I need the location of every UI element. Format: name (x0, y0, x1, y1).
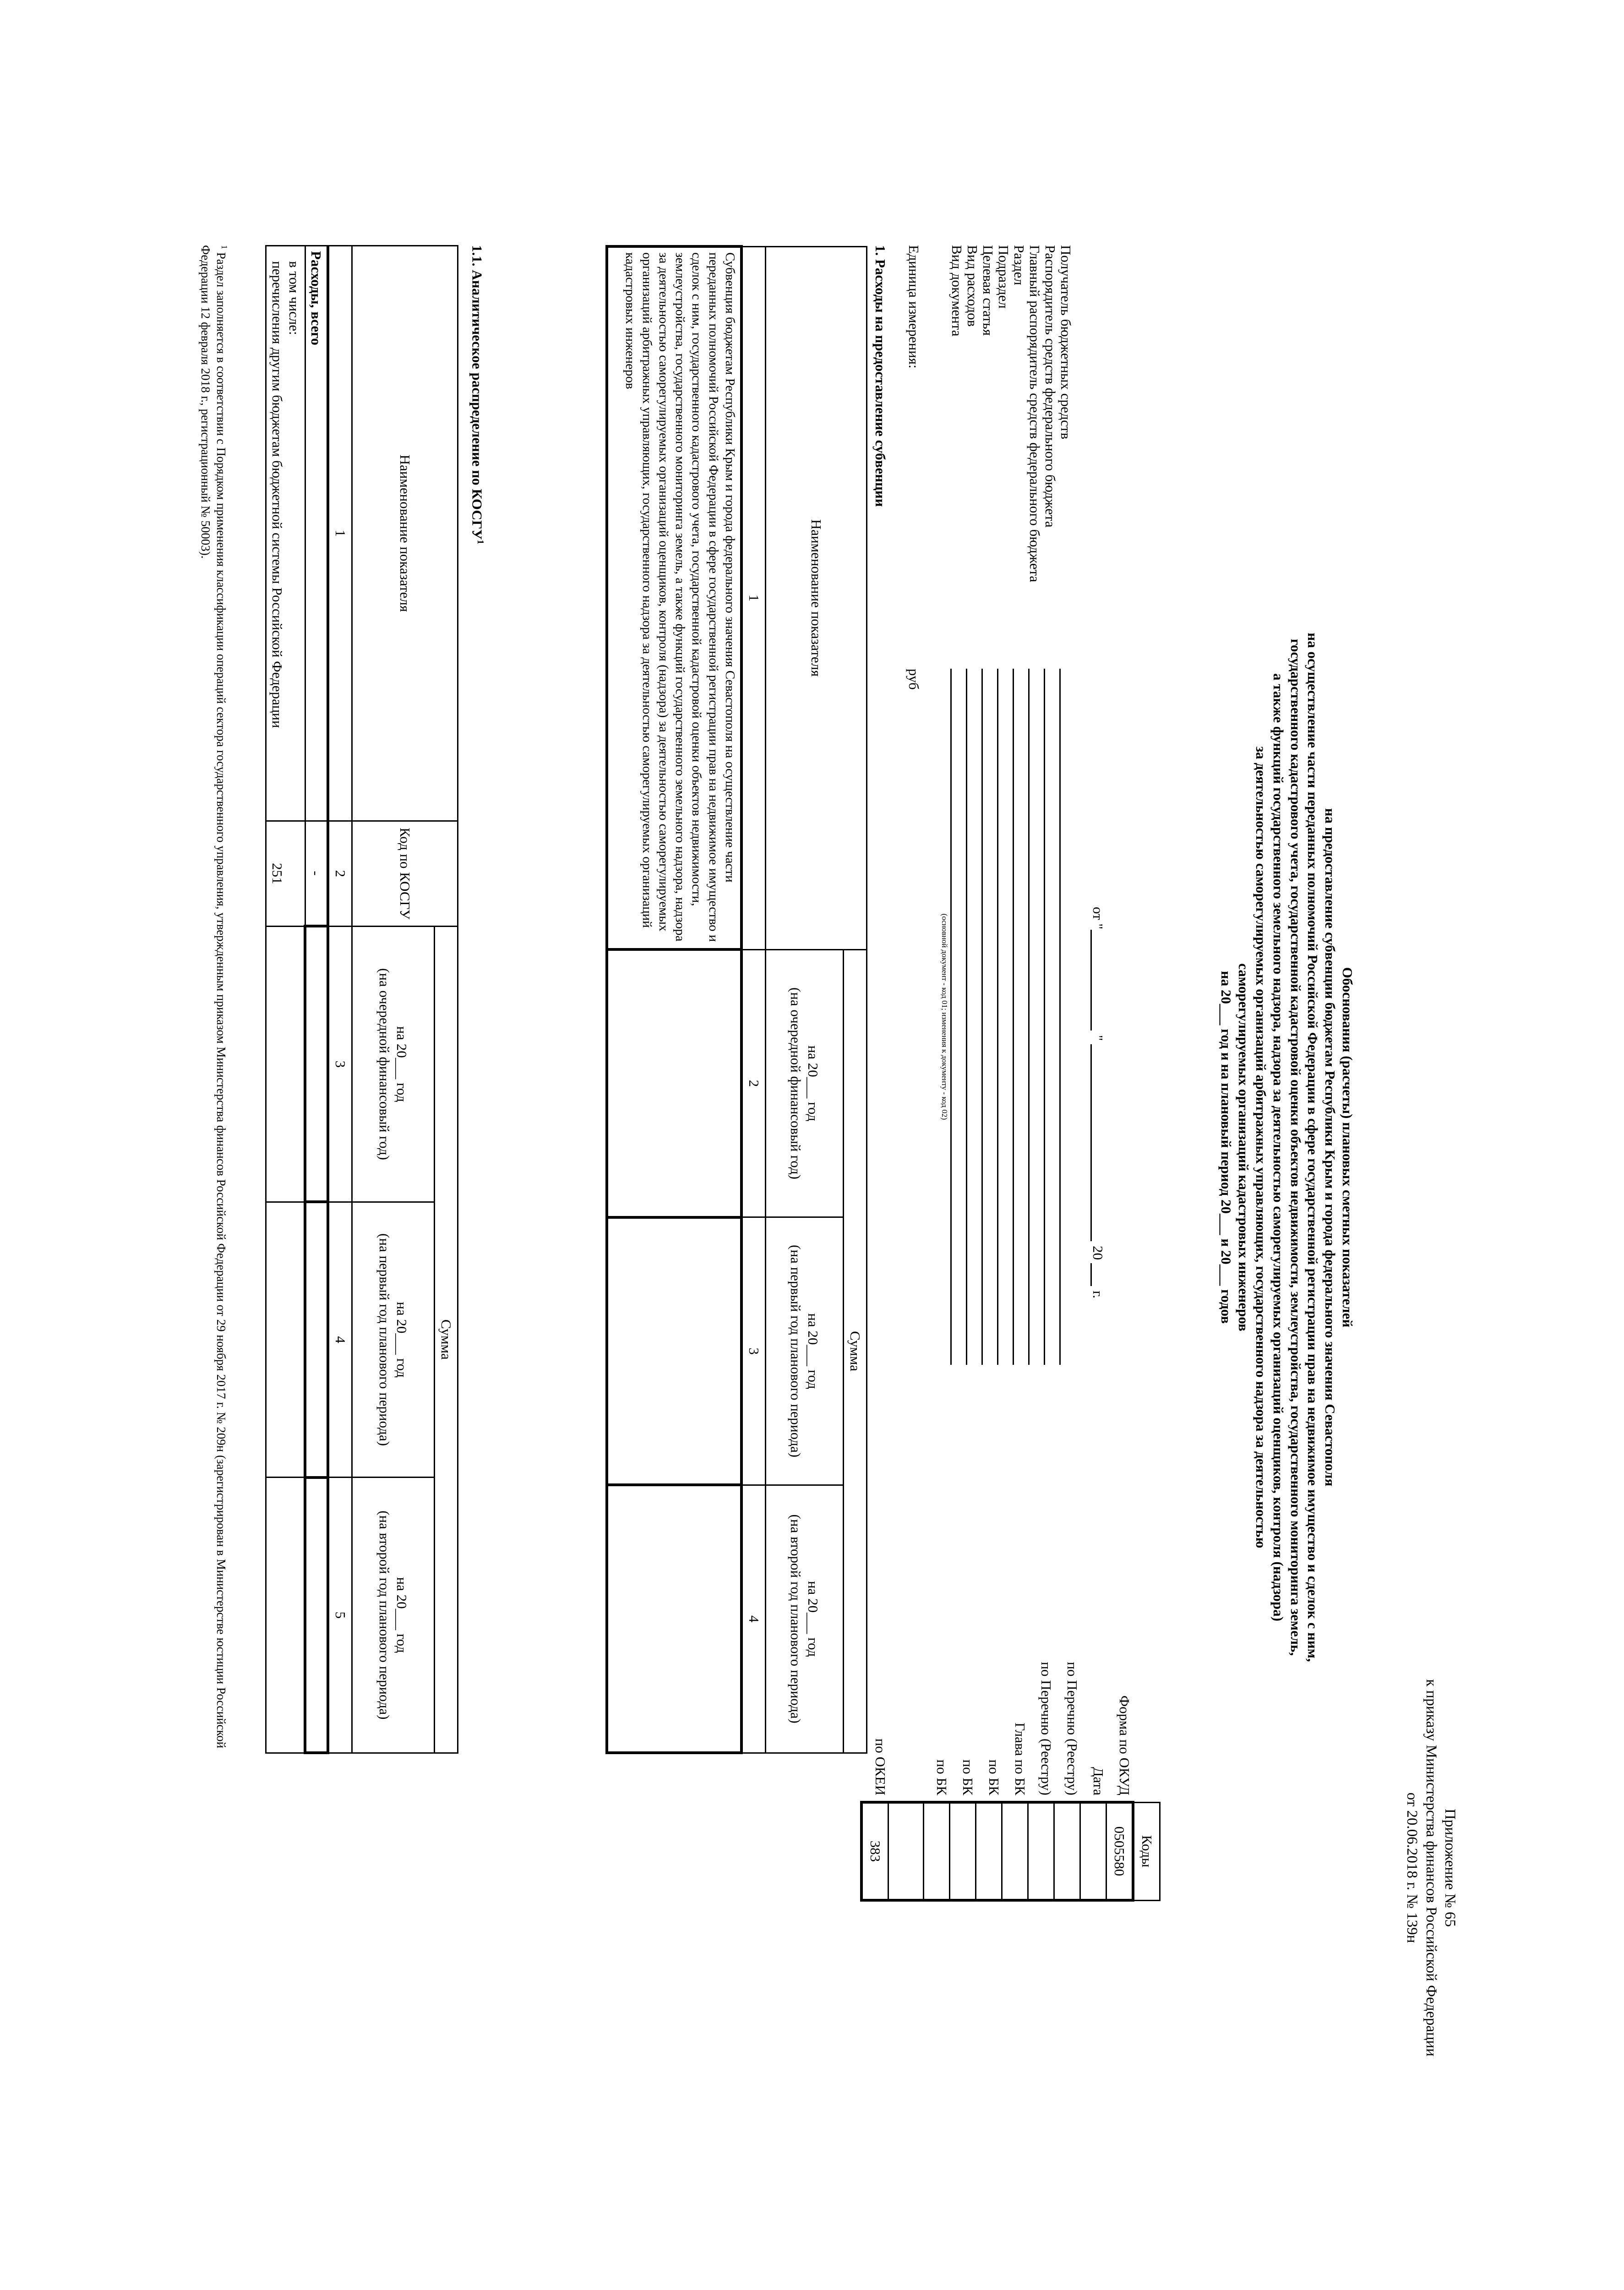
title-line-1: Обоснования (расчеты) плановых сметных показателей (1340, 967, 1356, 1328)
code-chapter-bk (1002, 1802, 1028, 1900)
date-month-blank (1090, 1044, 1106, 1241)
label-chief-manager: Главный распорядитель средств федерального бюджета (1027, 245, 1043, 583)
s1-col-year1-sub: (на очередной финансовый год) (788, 987, 804, 1179)
s11-num-4: 4 (328, 1202, 352, 1477)
code-bk-2 (950, 1802, 976, 1900)
s11-col-year1-title: на 20___ год (393, 1026, 410, 1102)
label-document-type: Вид документа (949, 245, 965, 337)
label-blank (889, 1557, 924, 1795)
code-okei: 383 (861, 1802, 888, 1900)
s11-col-name: Наименование показателя (352, 246, 458, 821)
s1-col-year1-title: на 20___ год (805, 1045, 821, 1122)
label-bk-2: по БК (960, 1759, 976, 1795)
label-registry-2: по Перечню (Реестру) (1038, 1662, 1054, 1795)
s1-col-sum: Сумма (844, 949, 867, 1753)
title-line-4: государственного кадастрового учета, государственной кадастровой оценки объектов недвижимости, землеустройства, государственного мониторинга земель, (1287, 638, 1304, 1656)
code-registry-2 (1028, 1802, 1054, 1900)
code-okud: 0505580 (1106, 1802, 1134, 1900)
s1-col-year3 (766, 1485, 844, 1753)
s11-total-code: - (305, 821, 328, 926)
document-title (1218, 0, 1357, 2290)
s11-total-year3[interactable] (305, 1478, 328, 1753)
label-registry-1: по Перечню (Реестру) (1064, 1662, 1080, 1795)
s11-total-year2[interactable] (305, 1202, 328, 1477)
s11-num-1: 1 (328, 246, 352, 821)
s11-num-5: 5 (328, 1478, 352, 1753)
code-registry-1 (1054, 1802, 1080, 1900)
label-bk-3: по БК (934, 1759, 950, 1795)
footnote (198, 245, 230, 1754)
codes-header: Коды (1133, 1802, 1160, 1900)
field-line-document-type[interactable] (950, 669, 965, 1365)
codes-table (860, 1801, 1161, 1902)
unit-value: руб (906, 669, 922, 690)
s1-col-year2-sub: (на первый год планового периода) (788, 1245, 804, 1458)
s1-num-4: 4 (741, 1485, 766, 1753)
s11-transfer-year3[interactable] (266, 1478, 305, 1753)
s1-col-year1 (766, 949, 844, 1217)
s1-num-1: 1 (741, 246, 766, 949)
s11-transfer-code: 251 (266, 821, 305, 926)
section11-table (265, 245, 458, 1754)
s11-col-year3-sub: (на второй год планового периода) (376, 1510, 393, 1720)
s11-num-2: 2 (328, 821, 352, 926)
field-line-target-article[interactable] (981, 669, 997, 1365)
s1-col-year2 (766, 1217, 844, 1485)
s11-transfer-label-cell (266, 246, 305, 821)
s11-col-year3-title: на 20___ год (393, 1577, 410, 1653)
section1-heading: 1. Расходы на предоставление субвенции (872, 245, 888, 507)
title-line-6: за деятельностью саморегулируемых организаций арбитражных управляющих, государственного надзора за деятельностью (1253, 746, 1269, 1548)
label-okei: по ОКЕИ (872, 1738, 888, 1795)
label-bk-1: по БК (986, 1759, 1002, 1795)
codes-labels (863, 1557, 1133, 1795)
s11-col-sum: Сумма (435, 926, 458, 1753)
field-line-chief-manager[interactable] (1028, 669, 1043, 1365)
section11-heading (469, 245, 486, 544)
s1-col-year3-sub: (на второй год планового периода) (788, 1514, 804, 1723)
document-type-note: (основной документ - код 01; изменения к документу - код 02) (940, 913, 949, 1120)
label-okud: Форма по ОКУД (1117, 1695, 1133, 1795)
s11-col-year2-title: на 20___ год (393, 1302, 410, 1378)
s11-including: в том числе: (286, 261, 302, 335)
s11-total-year1[interactable] (305, 926, 328, 1202)
s1-num-3: 3 (741, 1217, 766, 1485)
date-prefix: от " (1090, 907, 1106, 930)
field-line-manager[interactable] (1044, 669, 1059, 1365)
code-bk-1 (976, 1802, 1002, 1900)
s11-transfer-label: перечисления другим бюджетам бюджетной системы Российской Федерации (269, 261, 285, 728)
date-line (1088, 907, 1106, 1365)
s11-transfer-year1[interactable] (266, 926, 305, 1202)
s11-transfer-year2[interactable] (266, 1202, 305, 1477)
label-unit: Единица измерения: (906, 245, 922, 369)
field-line-expense-type[interactable] (966, 669, 981, 1365)
date-day-blank (1090, 930, 1106, 1030)
s1-num-2: 2 (741, 949, 766, 1217)
footnote-text: Раздел заполняется в соответствии с Порядком применения классификации операций сектора государственного управления, утвержденным приказом Министерства финансов Российской Федерации от 29 ноября 2017 г. № 209н (зарегистрирован в Министерстве юстиции Российской Федерации 12 февраля 2018 г., регистрационный № 50003). (199, 245, 228, 1749)
title-line-7: саморегулируемых организаций кадастровых инженеров (1236, 963, 1252, 1331)
appendix-line-1: Приложение № 65 (1442, 1809, 1458, 1927)
s11-total-label: Расходы, всего (305, 246, 328, 821)
footnote-mark: 1 (220, 245, 229, 249)
date-quote: " (1090, 1035, 1106, 1041)
label-target-article: Целевая статья (980, 245, 996, 336)
title-line-3: на осуществление части переданных полномочий Российской Федерации в сфере государственной регистрации прав на недвижимое имущество и сделок с ним, (1305, 632, 1321, 1662)
section11-footnote-mark: 1 (475, 540, 485, 545)
s11-num-3: 3 (328, 926, 352, 1202)
label-expense-type: Вид расходов (965, 245, 981, 327)
s1-col-year3-title: на 20___ год (805, 1581, 821, 1657)
date-year-blank (1090, 1263, 1106, 1286)
s1-row-text: Субвенция бюджетам Республики Крым и города федерального значения Севастополя на осуществление части переданных полномочий Российской Федерации в сфере государственной регистрации прав на недвижимое имущество и сделок с ним, государственного кадастрового учета, государственной кадастровой оценки объектов недвижимости, землеустройства, государственного мониторинга земель, а также функций государственного земельного надзора, надзора за деятельностью саморегулируемых организаций оценщиков, контроля (надзора) за деятельностью саморегулируемых организаций арбитражных управляющих, государственного надзора за деятельностью саморегулируемых организаций кадастровых инженеров (607, 246, 741, 949)
title-line-2: на предоставление субвенции бюджетам Республики Крым и города федерального значения Севастополя (1322, 808, 1339, 1487)
s1-row-value-year2[interactable] (607, 1217, 741, 1485)
code-blank (888, 1802, 924, 1900)
label-date: Дата (1090, 1767, 1106, 1795)
appendix-header (1402, 1679, 1459, 2056)
date-year-suffix: г. (1090, 1291, 1106, 1298)
s1-row-value-year3[interactable] (607, 1485, 741, 1753)
s1-row-value-year1[interactable] (607, 949, 741, 1217)
title-line-5: а также функций государственного земельного надзора, надзора за деятельностью саморегулируемых организаций оценщиков, контроля (надзора) (1270, 673, 1286, 1621)
field-line-recipient[interactable] (1059, 669, 1074, 1365)
title-line-8: на 20___ год и на плановый период 20___ и 20___ годов (1218, 971, 1235, 1324)
field-line-section[interactable] (1013, 669, 1028, 1365)
s11-col-year1 (352, 926, 435, 1202)
label-subsection: Подраздел (996, 245, 1012, 309)
s1-col-year2-title: на 20___ год (805, 1313, 821, 1389)
s11-col-year3 (352, 1478, 435, 1753)
s11-col-year1-sub: (на очередной финансовый год) (376, 968, 393, 1160)
appendix-line-2: к приказу Министерства финансов Российской Федерации (1422, 1679, 1439, 2056)
code-date (1080, 1802, 1106, 1900)
code-bk-3 (924, 1802, 950, 1900)
s11-col-code: Код по КОСГУ (352, 821, 458, 926)
s11-col-year2-sub: (на первый год планового периода) (376, 1233, 393, 1446)
field-line-subsection[interactable] (997, 669, 1012, 1365)
section1-table (605, 245, 867, 1754)
section11-heading-text: 1.1. Аналитическое распределение по КОСГУ (469, 245, 485, 540)
label-recipient: Получатель бюджетных средств (1058, 245, 1074, 440)
label-manager: Распорядитель средств федерального бюджета (1042, 245, 1058, 528)
label-section: Раздел (1011, 245, 1027, 285)
label-chapter-bk: Глава по БК (1012, 1723, 1028, 1795)
s11-col-year2 (352, 1202, 435, 1477)
date-year-prefix: 20 (1090, 1246, 1106, 1260)
appendix-line-3: от 20.06.2018 г. № 139н (1404, 1792, 1421, 1943)
s1-col-name: Наименование показателя (766, 246, 867, 949)
